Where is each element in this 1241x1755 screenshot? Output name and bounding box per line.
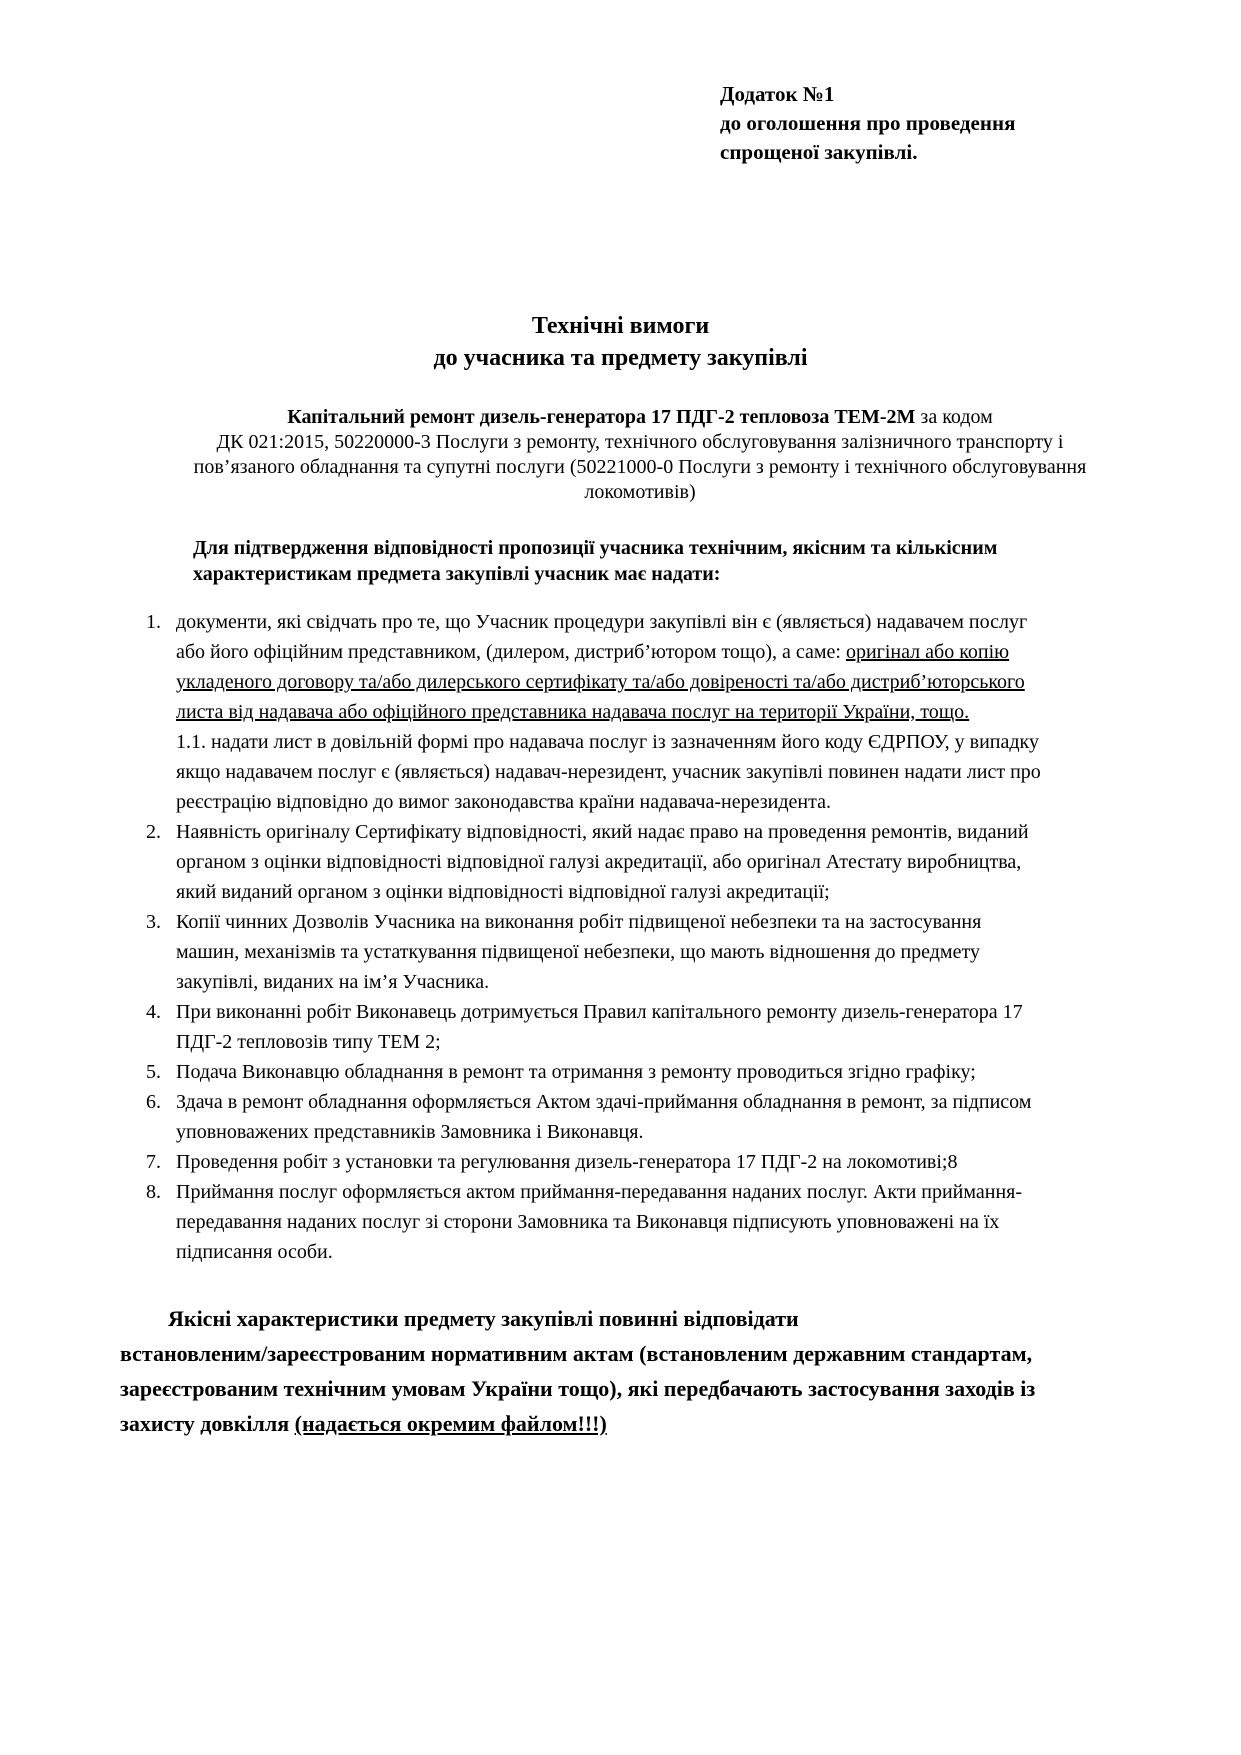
requirement-6 (138, 1087, 1198, 1147)
requirement-number: 6. (146, 1091, 161, 1113)
requirement-text-line: Приймання послуг оформляється актом приймання-передавання наданих послуг. Акти приймання- (176, 1181, 1023, 1203)
requirement-number: 8. (146, 1181, 161, 1203)
quality-line: встановленим/зареєстрованим нормативним актам (встановленим державним стандартам, (120, 1341, 1033, 1366)
requirement-8 (138, 1177, 1198, 1267)
annex-number: Додаток №1 (720, 82, 835, 106)
annex-line-2: до оголошення про проведення (720, 111, 1016, 135)
requirement-1 (138, 607, 1198, 817)
requirement-text-line: уповноважених представників Замовника і Виконавця. (176, 1121, 644, 1143)
requirement-text-line: Наявність оригіналу Сертифікату відповідності, який надає право на проведення ремонтів, виданий (176, 821, 1029, 843)
annex-line-3: спрощеної закупівлі. (720, 140, 918, 164)
title-line-1: Технічні вимоги (531, 313, 710, 339)
underlined-text: листа від надавача або офіційного представника надавача послуг на території України, тощо. (176, 701, 970, 723)
subject-name: Капітальний ремонт дизель-генератора 17 ПДГ-2 тепловоза ТЕМ-2М (287, 406, 916, 428)
requirement-text-part: або його офіційним представником, (дилером, дистриб’ютором тощо), а саме: (176, 641, 846, 663)
requirement-text-line: Проведення робіт з установки та регулювання дизель-генератора 17 ПДГ-2 на локомотиві;8 (176, 1151, 958, 1173)
quality-line: зареєстрованим технічним умовам України тощо), які передбачають застосування заходів із (120, 1376, 1036, 1401)
sub-requirement-1-1: 1.1. надати лист в довільній формі про надавача послуг із зазначенням його коду ЄДРПОУ, у випадку (176, 731, 1039, 753)
requirement-text-line: Здача в ремонт обладнання оформляється Актом здачі-приймання обладнання в ремонт, за підписом (176, 1091, 1032, 1113)
requirement-text-line (176, 637, 1198, 667)
quality-line: Якісні характеристики предмету закупівлі повинні відповідати (168, 1306, 799, 1331)
requirement-2 (138, 817, 1198, 907)
procurement-subject (120, 405, 1160, 505)
requirement-number: 4. (146, 1001, 161, 1023)
intro-line-1: Для підтвердження відповідності пропозиції учасника технічним, якісним та кількісним (193, 537, 998, 559)
requirement-text-line: Копії чинних Дозволів Учасника на виконання робіт підвищеної небезпеки та на застосування (176, 911, 982, 933)
requirement-text-line: документи, які свідчать про те, що Учасник процедури закупівлі він є (являється) надавачем послуг (176, 611, 1028, 633)
requirement-5 (138, 1057, 1198, 1087)
requirement-text-line: ПДГ-2 тепловозів типу ТЕМ 2; (176, 1031, 441, 1053)
requirement-text-line: підписання особи. (176, 1241, 333, 1263)
separate-file-note: (надається окремим файлом!!!) (294, 1411, 607, 1436)
requirement-7 (138, 1147, 1198, 1177)
requirement-text-line: органом з оцінки відповідності відповідної галузі акредитації, або оригінал Атестату виробництва, (176, 851, 1022, 873)
title-line-2: до учасника та предмету закупівлі (433, 345, 808, 371)
requirement-text-line: закупівлі, виданих на ім’я Учасника. (176, 971, 490, 993)
requirement-text-line: При виконанні робіт Виконавець дотримується Правил капітального ремонту дизель-генератора 17 (176, 1001, 1023, 1023)
underlined-text: укладеного договору та/або дилерського сертифікату та/або довіреності та/або дистриб’юторського (176, 671, 1025, 693)
quality-characteristics (120, 1301, 1180, 1441)
requirement-number: 1. (146, 611, 161, 633)
requirement-number: 7. (146, 1151, 161, 1173)
requirements-list (138, 607, 1198, 1267)
subject-line-1 (120, 405, 1160, 430)
requirement-number: 5. (146, 1061, 161, 1083)
subject-line-2: ДК 021:2015, 50220000-3 Послуги з ремонту, технічного обслуговування залізничного транспорту і (216, 431, 1064, 453)
underlined-text: оригінал або копію (845, 641, 1010, 663)
subject-line-4: локомотивів) (584, 481, 696, 503)
quality-text-part: захисту довкілля (120, 1411, 295, 1436)
annex-header (720, 80, 1200, 167)
requirement-text-line: реєстрацію відповідно до вимог законодавства країни надавача-нерезидента. (176, 791, 831, 813)
requirement-text-line: передавання наданих послуг зі сторони Замовника та Виконавця підписують уповноважені на їх (176, 1211, 1000, 1233)
requirement-3 (138, 907, 1198, 997)
requirement-text-line: машин, механізмів та устаткування підвищеної небезпеки, що мають відношення до предмету (176, 941, 980, 963)
requirement-4 (138, 997, 1198, 1057)
requirements-intro (193, 535, 1193, 587)
quality-line (120, 1406, 1180, 1441)
subject-line-3: пов’язаного обладнання та супутні послуги (50221000-0 Послуги з ремонту і технічного обслуговування (193, 456, 1087, 478)
document-title (0, 310, 1241, 374)
requirement-number: 2. (146, 821, 161, 843)
requirement-text-line: якщо надавачем послуг є (являється) надавач-нерезидент, учасник закупівлі повинен надати лист про (176, 761, 1041, 783)
subject-code-label: за кодом (915, 406, 993, 428)
requirement-text-line: Подача Виконавцю обладнання в ремонт та отримання з ремонту проводиться згідно графіку; (176, 1061, 976, 1083)
intro-line-2: характеристикам предмета закупівлі учасник має надати: (193, 563, 721, 585)
requirement-text-line: який виданий органом з оцінки відповідності відповідної галузі акредитації; (176, 881, 830, 903)
requirement-number: 3. (146, 911, 161, 933)
